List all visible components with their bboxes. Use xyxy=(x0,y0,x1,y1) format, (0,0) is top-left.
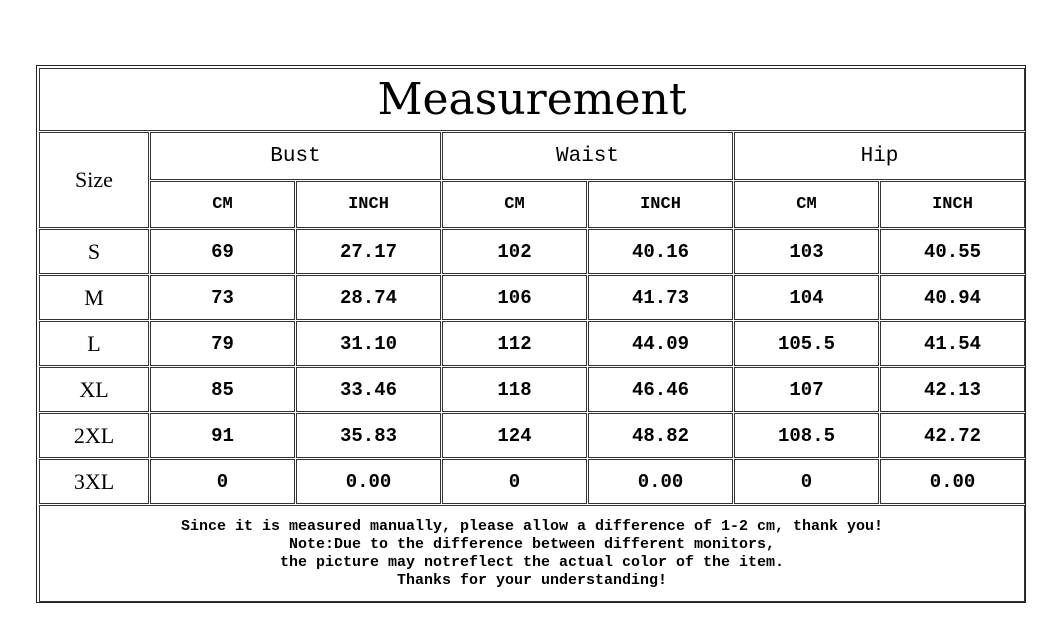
table-cell: 35.83 xyxy=(296,413,441,458)
table-cell: 104 xyxy=(734,275,879,320)
size-cell: 3XL xyxy=(39,459,149,504)
table-cell: 73 xyxy=(150,275,295,320)
unit-header: INCH xyxy=(296,181,441,228)
size-cell: 2XL xyxy=(39,413,149,458)
size-header: Size xyxy=(39,132,149,228)
table-cell: 106 xyxy=(442,275,587,320)
table-cell: 44.09 xyxy=(588,321,733,366)
measurement-table xyxy=(36,65,1026,603)
table-cell: 48.82 xyxy=(588,413,733,458)
unit-header: CM xyxy=(734,181,879,228)
footnote-line: Thanks for your understanding! xyxy=(396,571,668,589)
table-cell: 42.13 xyxy=(880,367,1025,412)
table-cell: 0.00 xyxy=(588,459,733,504)
size-cell: M xyxy=(39,275,149,320)
unit-header: INCH xyxy=(880,181,1025,228)
footnote-line: the picture may notreflect the actual color of the item. xyxy=(279,553,785,571)
size-cell: L xyxy=(39,321,149,366)
footnote-line: Note:Due to the difference between different monitors, xyxy=(288,535,776,553)
table-cell: 40.55 xyxy=(880,229,1025,274)
table-cell: 91 xyxy=(150,413,295,458)
table-cell: 31.10 xyxy=(296,321,441,366)
table-cell: 85 xyxy=(150,367,295,412)
footnote-line: Since it is measured manually, please allow a difference of 1-2 cm, thank you! xyxy=(180,517,884,535)
table-cell: 0.00 xyxy=(296,459,441,504)
group-header-waist: Waist xyxy=(442,132,733,180)
size-cell: S xyxy=(39,229,149,274)
unit-header: INCH xyxy=(588,181,733,228)
table-cell: 0 xyxy=(442,459,587,504)
table-cell: 0 xyxy=(150,459,295,504)
table-cell: 27.17 xyxy=(296,229,441,274)
table-cell: 102 xyxy=(442,229,587,274)
table-cell: 40.94 xyxy=(880,275,1025,320)
table-title: Measurement xyxy=(39,68,1025,131)
table-cell: 103 xyxy=(734,229,879,274)
table-cell: 41.73 xyxy=(588,275,733,320)
group-header-hip: Hip xyxy=(734,132,1025,180)
table-cell: 0 xyxy=(734,459,879,504)
table-cell: 79 xyxy=(150,321,295,366)
table-cell: 40.16 xyxy=(588,229,733,274)
table-cell: 46.46 xyxy=(588,367,733,412)
size-cell: XL xyxy=(39,367,149,412)
table-cell: 0.00 xyxy=(880,459,1025,504)
table-cell: 124 xyxy=(442,413,587,458)
table-cell: 108.5 xyxy=(734,413,879,458)
table-cell: 41.54 xyxy=(880,321,1025,366)
table-cell: 28.74 xyxy=(296,275,441,320)
footnote xyxy=(39,505,1025,602)
table-grid xyxy=(39,68,1023,600)
unit-header: CM xyxy=(150,181,295,228)
table-cell: 105.5 xyxy=(734,321,879,366)
table-cell: 42.72 xyxy=(880,413,1025,458)
table-cell: 118 xyxy=(442,367,587,412)
group-header-bust: Bust xyxy=(150,132,441,180)
table-cell: 107 xyxy=(734,367,879,412)
table-cell: 33.46 xyxy=(296,367,441,412)
table-cell: 112 xyxy=(442,321,587,366)
table-cell: 69 xyxy=(150,229,295,274)
unit-header: CM xyxy=(442,181,587,228)
